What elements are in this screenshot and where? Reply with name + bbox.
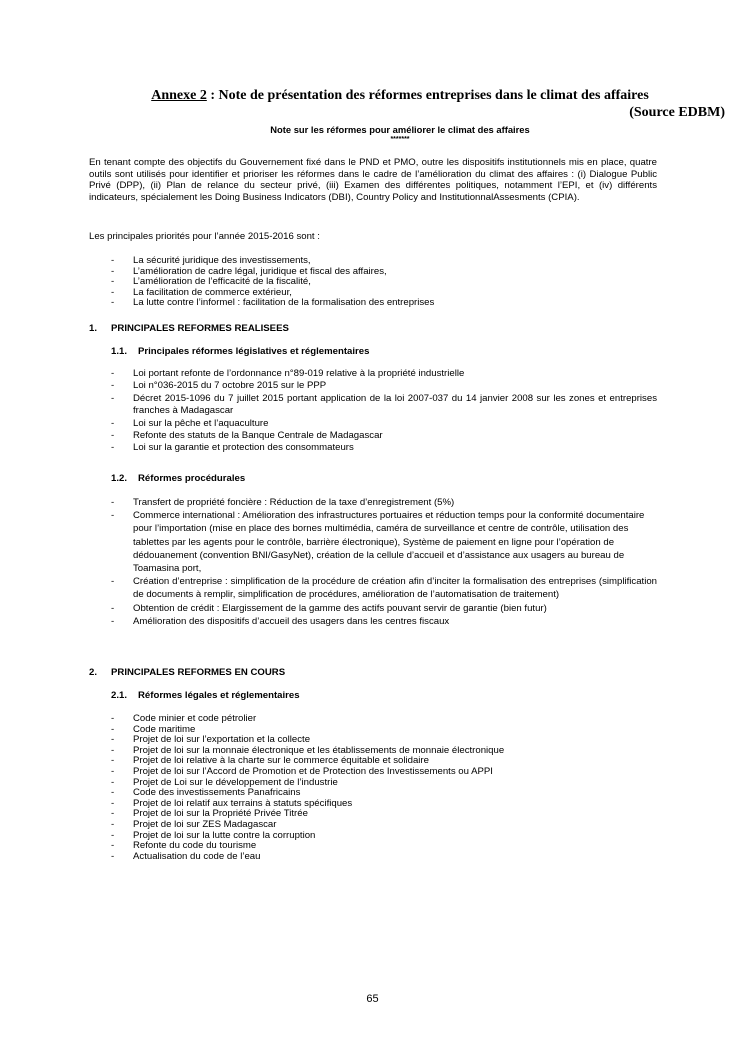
subsection-heading: 1.2. Réformes procédurales xyxy=(111,473,246,484)
list-item: - Projet de loi sur l’exportation et la collecte xyxy=(111,734,311,746)
ongoing-reforms-list xyxy=(111,714,657,862)
list-item: - Loi sur la garantie et protection des consommateurs xyxy=(111,442,354,454)
list-item: - L’amélioration de cadre légal, juridique et fiscal des affaires, xyxy=(111,265,387,277)
list-item: - Refonte du code du tourisme xyxy=(111,840,257,852)
stars-separator: ******* xyxy=(390,136,410,143)
list-item: - Transfert de propriété foncière : Réduction de la taxe d’enregistrement (5%) xyxy=(111,497,455,508)
priorities-list xyxy=(111,256,657,309)
procedural-reforms-list xyxy=(111,496,657,628)
list-item: - Projet de Loi sur le développement de l’industrie xyxy=(111,776,338,788)
list-item: - Création d’entreprise : simplification de la procédure de création afin d’inciter la formalisation des entreprises (simplification de documents à remplir, simplification de procédures, amélioration de l’automatisation de traitement) xyxy=(111,576,657,601)
section-heading: 1. PRINCIPALES REFORMES REALISEES xyxy=(89,323,289,334)
page-number: 65 xyxy=(366,993,379,1005)
list-item: - Loi sur la pêche et l’aquaculture xyxy=(111,417,269,429)
list-item: - Projet de loi sur l’Accord de Promotion et de Protection des Investissements ou APPI xyxy=(111,765,493,777)
list-item: - Projet de loi relatif aux terrains à statuts spécifiques xyxy=(111,797,353,809)
annex-title-text: Note de présentation des réformes entreprises dans le climat des affaires xyxy=(218,88,649,103)
list-item: - Projet de loi sur la Propriété Privée Titrée xyxy=(111,808,308,820)
list-item: - Loi n°036-2015 du 7 octobre 2015 sur le PPP xyxy=(111,380,327,392)
legislative-reforms-list xyxy=(111,368,657,455)
subsection-heading: 1.1. Principales réformes législatives et réglementaires xyxy=(111,346,370,357)
list-item: - Amélioration des dispositifs d’accueil des usagers dans les centres fiscaux xyxy=(111,615,450,627)
list-item: - Code des investissements Panafricains xyxy=(111,787,301,799)
subtitle: Note sur les réformes pour améliorer le climat des affaires xyxy=(270,124,530,135)
annex-title xyxy=(80,88,720,104)
list-item: - L’amélioration de l’efficacité de la fiscalité, xyxy=(111,276,311,288)
list-item: - Projet de loi relative à la charte sur le commerce équitable et solidaire xyxy=(111,755,429,767)
list-item: - Loi portant refonte de l’ordonnance n°89-019 relative à la propriété industrielle xyxy=(111,368,465,379)
list-item: - Refonte des statuts de la Banque Centrale de Madagascar xyxy=(111,430,383,442)
subsection-heading: 2.1. Réformes légales et réglementaires xyxy=(111,690,300,701)
list-item: - Décret 2015-1096 du 7 juillet 2015 portant application de la loi 2007-037 du 14 janvier 2008 sur les zones et entreprises franches à Madagascar xyxy=(111,392,657,417)
priorities-intro: Les principales priorités pour l’année 2015-2016 sont : xyxy=(89,231,320,242)
list-item: - Projet de loi sur la monnaie électronique et les établissements de monnaie électronique xyxy=(111,744,505,756)
list-item: - La sécurité juridique des investissements, xyxy=(111,255,311,266)
intro-paragraph: En tenant compte des objectifs du Gouvernement fixé dans le PND et PMO, outre les dispositifs institutionnels mis en place, quatre outils sont utilisés pour identifier et prioriser les réformes dans le cadre de l’amélioration du climat des affaires : (i) Dialogue Public Privé (DPP), (ii) Plan de relance du secteur privé, (iii) Examen des différentes politiques, notamment l’EPI, et (iv) différents indicateurs, spécialement les Doing Business Indicators (DBI), Country Policy and InstitutionnalAssesments (CPIA). xyxy=(89,157,657,203)
list-item: - La facilitation de commerce extérieur, xyxy=(111,286,292,298)
annex-label: Annexe 2 xyxy=(151,88,207,103)
list-item: - Projet de loi sur ZES Madagascar xyxy=(111,818,277,830)
list-item: - La lutte contre l’informel : facilitation de la formalisation des entreprises xyxy=(111,297,435,309)
list-item: - Commerce international : Amélioration des infrastructures portuaires et réduction temps pour la conformité documentaire pour l’importation (mise en place des bornes multimédia, caméra de surveillance et centre de contrôle, utilisation des tablettes par les agents pour le contrôle, barrière électronique), Système de paiement en ligne pour l’opération de dédouanement (convention BNI/GasyNet), création de la cellule d’accueil et d’assistance aux usagers au bureau de Toamasina port, xyxy=(111,510,645,575)
list-item: - Code minier et code pétrolier xyxy=(111,713,257,724)
section-heading: 2. PRINCIPALES REFORMES EN COURS xyxy=(89,667,286,678)
list-item: - Code maritime xyxy=(111,723,196,735)
annex-source: (Source EDBM) xyxy=(629,105,725,120)
list-item: - Actualisation du code de l’eau xyxy=(111,850,261,862)
list-item: - Obtention de crédit : Elargissement de la gamme des actifs pouvant servir de garantie (bien futur) xyxy=(111,602,547,614)
list-item: - Projet de loi sur la lutte contre la corruption xyxy=(111,829,316,841)
annex-separator: : xyxy=(206,88,219,103)
